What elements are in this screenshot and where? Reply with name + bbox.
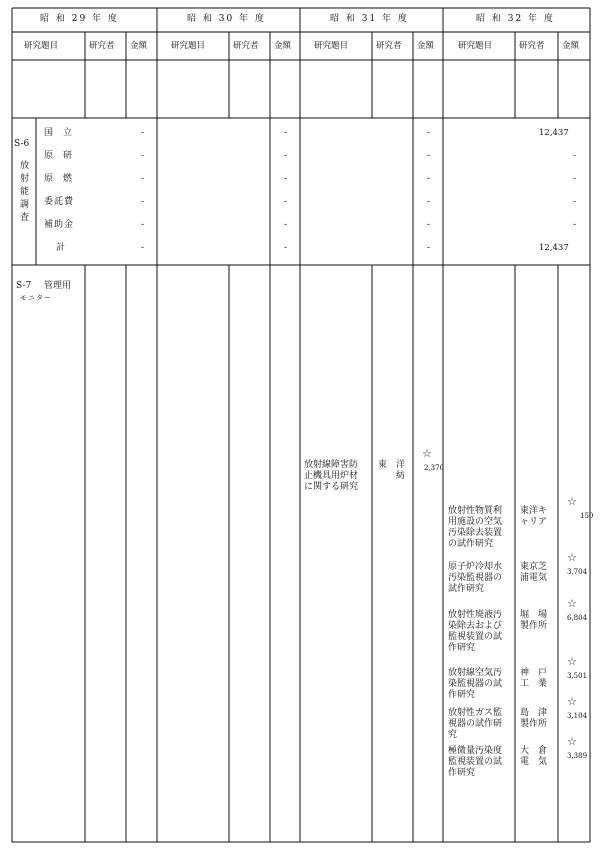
s7-y32-2-topic: 放射性廃液汚 染除去および 監視装置の試 作研究 — [448, 610, 503, 653]
s7-y32-3-researcher: 神 戸 工 業 — [520, 668, 548, 689]
subheader-amount-31: 金額 — [417, 41, 435, 51]
s6-category: 放射能調査 — [18, 160, 28, 225]
s7-y32-5-star-icon: ☆ — [567, 735, 577, 748]
s6-y31-v2: - — [427, 174, 431, 184]
s6-y29-v1: - — [141, 151, 145, 161]
s6-y30-v0: - — [284, 128, 288, 138]
s7-y31-amount: 2,370 — [424, 464, 445, 472]
s6-y31-v5: - — [427, 243, 431, 253]
s6-item-kokuritsu: 国立 — [44, 128, 83, 138]
s7-y31-researcher: 東 洋 紡 — [378, 460, 406, 481]
s6-y30-v3: - — [284, 197, 288, 207]
s7-sublabel: モニター — [20, 294, 52, 302]
s6-item-hojokin: 補助金 — [44, 220, 75, 230]
s7-y32-2-star-icon: ☆ — [567, 597, 577, 610]
s7-y32-4-star-icon: ☆ — [567, 695, 577, 708]
s6-code: S-6 — [14, 139, 30, 149]
s6-y29-v2: - — [141, 174, 145, 184]
s6-item-total: 計 — [56, 243, 66, 253]
s6-item-gennen: 原燃 — [44, 174, 83, 184]
s7-y32-5-researcher: 大 倉 電 気 — [520, 746, 548, 767]
s7-y32-1-star-icon: ☆ — [567, 551, 577, 564]
s6-item-genken: 原研 — [44, 151, 83, 161]
year-header-29: 昭 和 29 年 度 — [40, 14, 119, 24]
subheader-amount-32: 金額 — [562, 41, 580, 51]
s7-y32-0-amount: 150 — [580, 512, 594, 520]
s6-y29-v5: - — [141, 243, 145, 253]
s6-y30-v2: - — [284, 174, 288, 184]
s7-y32-3-amount: 3,501 — [567, 672, 588, 680]
s6-y29-v3: - — [141, 197, 145, 207]
subheader-amount-30: 金額 — [274, 41, 292, 51]
s6-y32-v0: 12,437 — [539, 128, 569, 138]
s6-y32-v5: 12,437 — [539, 243, 569, 253]
s7-y32-2-researcher: 堀 場 製作所 — [520, 610, 548, 631]
subheader-topic-30: 研究題目 — [171, 41, 206, 51]
year-header-32: 昭 和 32 年 度 — [476, 14, 555, 24]
year-header-30: 昭 和 30 年 度 — [187, 14, 266, 24]
s6-y29-v0: - — [141, 128, 145, 138]
subheader-topic-31: 研究題目 — [314, 41, 349, 51]
s7-y32-4-amount: 3,104 — [567, 712, 588, 720]
s7-y32-4-topic: 放射性ガス監 視器の試作研 究 — [448, 708, 503, 740]
subheader-researcher-32: 研究者 — [519, 41, 545, 51]
s7-y32-0-researcher: 東洋キ ャリア — [520, 506, 548, 527]
s7-y32-5-topic: 極微量汚染度 監視装置の試 作研究 — [448, 746, 503, 778]
s6-y30-v1: - — [284, 151, 288, 161]
s6-y29-v4: - — [141, 220, 145, 230]
s7-y31-star-icon: ☆ — [422, 447, 432, 460]
s7-y32-1-topic: 原子炉冷却水 汚染監視器の 試作研究 — [448, 562, 503, 594]
s7-y32-4-researcher: 島 津 製作所 — [520, 708, 548, 729]
s7-code: S-7 — [16, 281, 32, 291]
s6-y31-v0: - — [427, 128, 431, 138]
subheader-researcher-29: 研究者 — [89, 41, 115, 51]
subheader-researcher-30: 研究者 — [233, 41, 259, 51]
s6-y31-v1: - — [427, 151, 431, 161]
subheader-topic-32: 研究題目 — [458, 41, 493, 51]
s7-y32-0-star-icon: ☆ — [567, 495, 577, 508]
year-header-31: 昭 和 31 年 度 — [330, 14, 409, 24]
s6-y30-v4: - — [284, 220, 288, 230]
s7-y32-1-amount: 3,704 — [567, 568, 588, 576]
s6-y31-v3: - — [427, 197, 431, 207]
subheader-amount-29: 金額 — [130, 41, 148, 51]
s7-y32-3-star-icon: ☆ — [567, 655, 577, 668]
s7-y32-2-amount: 6,804 — [567, 614, 588, 622]
s7-y32-0-topic: 放射性物質利 用施設の空気 汚染除去装置 の試作研究 — [448, 506, 503, 549]
s7-y32-5-amount: 3,389 — [567, 752, 588, 760]
s7-y31-topic: 放射線障害防 止機具用炉材 に関する研究 — [304, 460, 359, 492]
s6-item-itakuhi: 委託費 — [44, 197, 75, 207]
s7-label: 管理用 — [44, 281, 72, 291]
s6-y32-v4: - — [573, 220, 577, 230]
s7-y32-3-topic: 放射線空気汚 染監視器の試 作研究 — [448, 668, 503, 700]
s6-y30-v5: - — [284, 243, 288, 253]
subheader-researcher-31: 研究者 — [376, 41, 402, 51]
s6-y32-v1: - — [573, 151, 577, 161]
s6-y32-v2: - — [573, 174, 577, 184]
s6-y31-v4: - — [427, 220, 431, 230]
s7-y32-1-researcher: 東京芝 浦電気 — [520, 562, 548, 583]
subheader-topic-29: 研究題目 — [24, 41, 59, 51]
s6-y32-v3: - — [573, 197, 577, 207]
